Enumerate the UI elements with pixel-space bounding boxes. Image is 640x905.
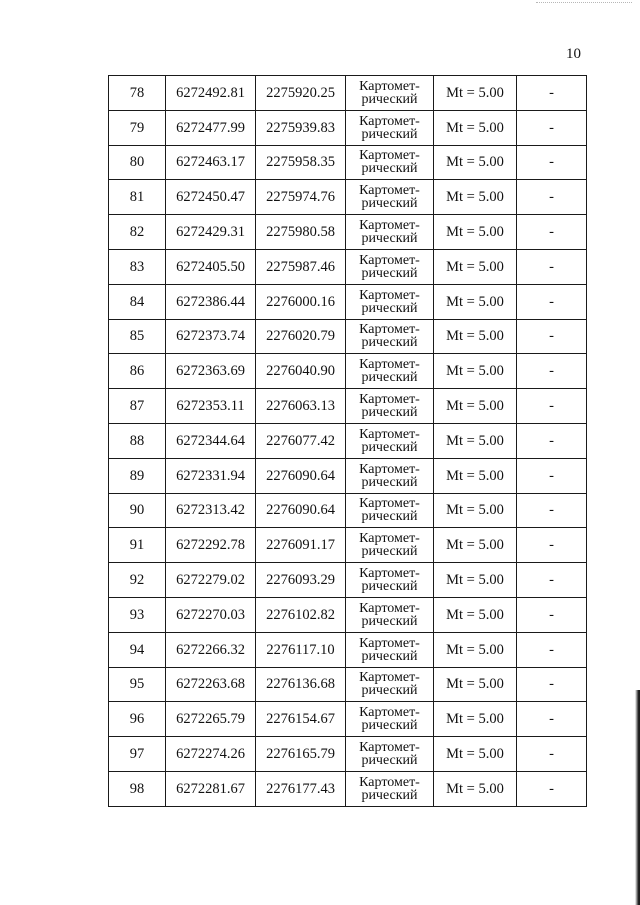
- x-coordinate-cell: 6272463.17: [166, 145, 256, 180]
- x-coordinate-cell: 6272477.99: [166, 110, 256, 145]
- method-line-2: рический: [361, 509, 418, 525]
- point-number-cell: 94: [109, 632, 166, 667]
- x-coordinate-cell: 6272266.32: [166, 632, 256, 667]
- y-coordinate-cell: 2275974.76: [256, 180, 346, 215]
- table-row: [109, 180, 587, 215]
- accuracy-cell: Mt = 5.00: [434, 284, 517, 319]
- method-line-1: Картомет-: [359, 78, 420, 94]
- point-number-cell: 81: [109, 180, 166, 215]
- x-coordinate-cell: 6272331.94: [166, 458, 256, 493]
- method-line-1: Картомет-: [359, 287, 420, 303]
- method-cell: [346, 771, 434, 806]
- note-cell: -: [517, 76, 587, 111]
- y-coordinate-cell: 2276093.29: [256, 563, 346, 598]
- table-row: [109, 423, 587, 458]
- method-line-1: Картомет-: [359, 218, 420, 234]
- y-coordinate-cell: 2275980.58: [256, 215, 346, 250]
- accuracy-cell: Mt = 5.00: [434, 528, 517, 563]
- y-coordinate-cell: 2276091.17: [256, 528, 346, 563]
- note-cell: -: [517, 632, 587, 667]
- y-coordinate-cell: 2276090.64: [256, 493, 346, 528]
- x-coordinate-cell: 6272263.68: [166, 667, 256, 702]
- method-cell: [346, 284, 434, 319]
- coordinates-table-body: [109, 76, 587, 807]
- scan-artifact: [536, 2, 632, 7]
- y-coordinate-cell: 2276000.16: [256, 284, 346, 319]
- method-line-1: Картомет-: [359, 600, 420, 616]
- note-cell: -: [517, 249, 587, 284]
- x-coordinate-cell: 6272274.26: [166, 737, 256, 772]
- point-number-cell: 93: [109, 597, 166, 632]
- method-line-2: рический: [361, 718, 418, 734]
- page-number: 10: [566, 46, 581, 62]
- x-coordinate-cell: 6272265.79: [166, 702, 256, 737]
- x-coordinate-cell: 6272429.31: [166, 215, 256, 250]
- point-number-cell: 84: [109, 284, 166, 319]
- method-line-2: рический: [361, 405, 418, 421]
- y-coordinate-cell: 2276136.68: [256, 667, 346, 702]
- note-cell: -: [517, 528, 587, 563]
- accuracy-cell: Mt = 5.00: [434, 771, 517, 806]
- table-row: [109, 667, 587, 702]
- table-row: [109, 249, 587, 284]
- point-number-cell: 95: [109, 667, 166, 702]
- table-row: [109, 563, 587, 598]
- table-row: [109, 319, 587, 354]
- method-line-2: рический: [361, 683, 418, 699]
- method-line-1: Картомет-: [359, 635, 420, 651]
- method-line-1: Картомет-: [359, 392, 420, 408]
- x-coordinate-cell: 6272313.42: [166, 493, 256, 528]
- method-line-2: рический: [361, 265, 418, 281]
- x-coordinate-cell: 6272279.02: [166, 563, 256, 598]
- note-cell: -: [517, 667, 587, 702]
- x-coordinate-cell: 6272373.74: [166, 319, 256, 354]
- accuracy-cell: Mt = 5.00: [434, 76, 517, 111]
- note-cell: -: [517, 771, 587, 806]
- method-cell: [346, 528, 434, 563]
- note-cell: -: [517, 737, 587, 772]
- method-cell: [346, 667, 434, 702]
- table-row: [109, 76, 587, 111]
- point-number-cell: 96: [109, 702, 166, 737]
- y-coordinate-cell: 2276020.79: [256, 319, 346, 354]
- method-line-1: Картомет-: [359, 566, 420, 582]
- method-cell: [346, 76, 434, 111]
- accuracy-cell: Mt = 5.00: [434, 319, 517, 354]
- y-coordinate-cell: 2276154.67: [256, 702, 346, 737]
- x-coordinate-cell: 6272270.03: [166, 597, 256, 632]
- accuracy-cell: Mt = 5.00: [434, 667, 517, 702]
- method-line-2: рический: [361, 787, 418, 803]
- x-coordinate-cell: 6272450.47: [166, 180, 256, 215]
- y-coordinate-cell: 2276165.79: [256, 737, 346, 772]
- method-line-2: рический: [361, 579, 418, 595]
- method-cell: [346, 180, 434, 215]
- accuracy-cell: Mt = 5.00: [434, 354, 517, 389]
- table-row: [109, 215, 587, 250]
- method-line-2: рический: [361, 126, 418, 142]
- x-coordinate-cell: 6272492.81: [166, 76, 256, 111]
- accuracy-cell: Mt = 5.00: [434, 145, 517, 180]
- method-line-1: Картомет-: [359, 183, 420, 199]
- note-cell: -: [517, 180, 587, 215]
- note-cell: -: [517, 389, 587, 424]
- point-number-cell: 87: [109, 389, 166, 424]
- method-cell: [346, 319, 434, 354]
- table-row: [109, 737, 587, 772]
- point-number-cell: 85: [109, 319, 166, 354]
- method-line-2: рический: [361, 648, 418, 664]
- method-line-1: Картомет-: [359, 740, 420, 756]
- accuracy-cell: Mt = 5.00: [434, 597, 517, 632]
- table-row: [109, 771, 587, 806]
- method-line-1: Картомет-: [359, 426, 420, 442]
- point-number-cell: 80: [109, 145, 166, 180]
- method-cell: [346, 423, 434, 458]
- point-number-cell: 92: [109, 563, 166, 598]
- accuracy-cell: Mt = 5.00: [434, 215, 517, 250]
- method-line-2: рический: [361, 161, 418, 177]
- accuracy-cell: Mt = 5.00: [434, 563, 517, 598]
- method-line-2: рический: [361, 474, 418, 490]
- accuracy-cell: Mt = 5.00: [434, 110, 517, 145]
- method-line-2: рический: [361, 300, 418, 316]
- y-coordinate-cell: 2276063.13: [256, 389, 346, 424]
- method-cell: [346, 737, 434, 772]
- point-number-cell: 98: [109, 771, 166, 806]
- point-number-cell: 90: [109, 493, 166, 528]
- accuracy-cell: Mt = 5.00: [434, 702, 517, 737]
- method-line-1: Картомет-: [359, 322, 420, 338]
- table-row: [109, 493, 587, 528]
- method-cell: [346, 563, 434, 598]
- accuracy-cell: Mt = 5.00: [434, 423, 517, 458]
- y-coordinate-cell: 2276077.42: [256, 423, 346, 458]
- accuracy-cell: Mt = 5.00: [434, 458, 517, 493]
- note-cell: -: [517, 319, 587, 354]
- note-cell: -: [517, 702, 587, 737]
- point-number-cell: 88: [109, 423, 166, 458]
- method-line-2: рический: [361, 753, 418, 769]
- coordinates-table: [108, 75, 587, 807]
- x-coordinate-cell: 6272363.69: [166, 354, 256, 389]
- method-line-1: Картомет-: [359, 670, 420, 686]
- accuracy-cell: Mt = 5.00: [434, 632, 517, 667]
- note-cell: -: [517, 110, 587, 145]
- note-cell: -: [517, 215, 587, 250]
- point-number-cell: 83: [109, 249, 166, 284]
- y-coordinate-cell: 2275958.35: [256, 145, 346, 180]
- point-number-cell: 91: [109, 528, 166, 563]
- method-line-2: рический: [361, 91, 418, 107]
- y-coordinate-cell: 2275920.25: [256, 76, 346, 111]
- method-line-2: рический: [361, 370, 418, 386]
- method-line-2: рический: [361, 439, 418, 455]
- x-coordinate-cell: 6272353.11: [166, 389, 256, 424]
- x-coordinate-cell: 6272292.78: [166, 528, 256, 563]
- point-number-cell: 78: [109, 76, 166, 111]
- method-cell: [346, 110, 434, 145]
- method-cell: [346, 493, 434, 528]
- table-row: [109, 632, 587, 667]
- accuracy-cell: Mt = 5.00: [434, 493, 517, 528]
- method-cell: [346, 702, 434, 737]
- method-cell: [346, 458, 434, 493]
- y-coordinate-cell: 2276117.10: [256, 632, 346, 667]
- accuracy-cell: Mt = 5.00: [434, 180, 517, 215]
- method-line-1: Картомет-: [359, 461, 420, 477]
- accuracy-cell: Mt = 5.00: [434, 389, 517, 424]
- y-coordinate-cell: 2276102.82: [256, 597, 346, 632]
- note-cell: -: [517, 284, 587, 319]
- y-coordinate-cell: 2275987.46: [256, 249, 346, 284]
- method-line-2: рический: [361, 231, 418, 247]
- x-coordinate-cell: 6272386.44: [166, 284, 256, 319]
- table-row: [109, 145, 587, 180]
- point-number-cell: 79: [109, 110, 166, 145]
- note-cell: -: [517, 354, 587, 389]
- method-cell: [346, 354, 434, 389]
- point-number-cell: 97: [109, 737, 166, 772]
- note-cell: -: [517, 423, 587, 458]
- y-coordinate-cell: 2275939.83: [256, 110, 346, 145]
- y-coordinate-cell: 2276177.43: [256, 771, 346, 806]
- method-cell: [346, 249, 434, 284]
- table-row: [109, 702, 587, 737]
- method-line-2: рический: [361, 335, 418, 351]
- table-row: [109, 389, 587, 424]
- method-cell: [346, 389, 434, 424]
- method-line-1: Картомет-: [359, 252, 420, 268]
- method-line-1: Картомет-: [359, 774, 420, 790]
- note-cell: -: [517, 493, 587, 528]
- accuracy-cell: Mt = 5.00: [434, 249, 517, 284]
- method-cell: [346, 215, 434, 250]
- accuracy-cell: Mt = 5.00: [434, 737, 517, 772]
- method-cell: [346, 632, 434, 667]
- note-cell: -: [517, 145, 587, 180]
- method-cell: [346, 145, 434, 180]
- method-line-1: Картомет-: [359, 113, 420, 129]
- method-line-2: рический: [361, 613, 418, 629]
- table-row: [109, 354, 587, 389]
- note-cell: -: [517, 458, 587, 493]
- method-line-1: Картомет-: [359, 148, 420, 164]
- note-cell: -: [517, 563, 587, 598]
- y-coordinate-cell: 2276090.64: [256, 458, 346, 493]
- method-cell: [346, 597, 434, 632]
- method-line-1: Картомет-: [359, 357, 420, 373]
- table-row: [109, 110, 587, 145]
- note-cell: -: [517, 597, 587, 632]
- method-line-1: Картомет-: [359, 531, 420, 547]
- method-line-2: рический: [361, 196, 418, 212]
- table-row: [109, 458, 587, 493]
- table-row: [109, 597, 587, 632]
- x-coordinate-cell: 6272344.64: [166, 423, 256, 458]
- x-coordinate-cell: 6272405.50: [166, 249, 256, 284]
- y-coordinate-cell: 2276040.90: [256, 354, 346, 389]
- scan-edge-shadow: [635, 690, 640, 905]
- method-line-2: рический: [361, 544, 418, 560]
- point-number-cell: 89: [109, 458, 166, 493]
- x-coordinate-cell: 6272281.67: [166, 771, 256, 806]
- table-row: [109, 528, 587, 563]
- method-line-1: Картомет-: [359, 705, 420, 721]
- method-line-1: Картомет-: [359, 496, 420, 512]
- point-number-cell: 82: [109, 215, 166, 250]
- table-row: [109, 284, 587, 319]
- point-number-cell: 86: [109, 354, 166, 389]
